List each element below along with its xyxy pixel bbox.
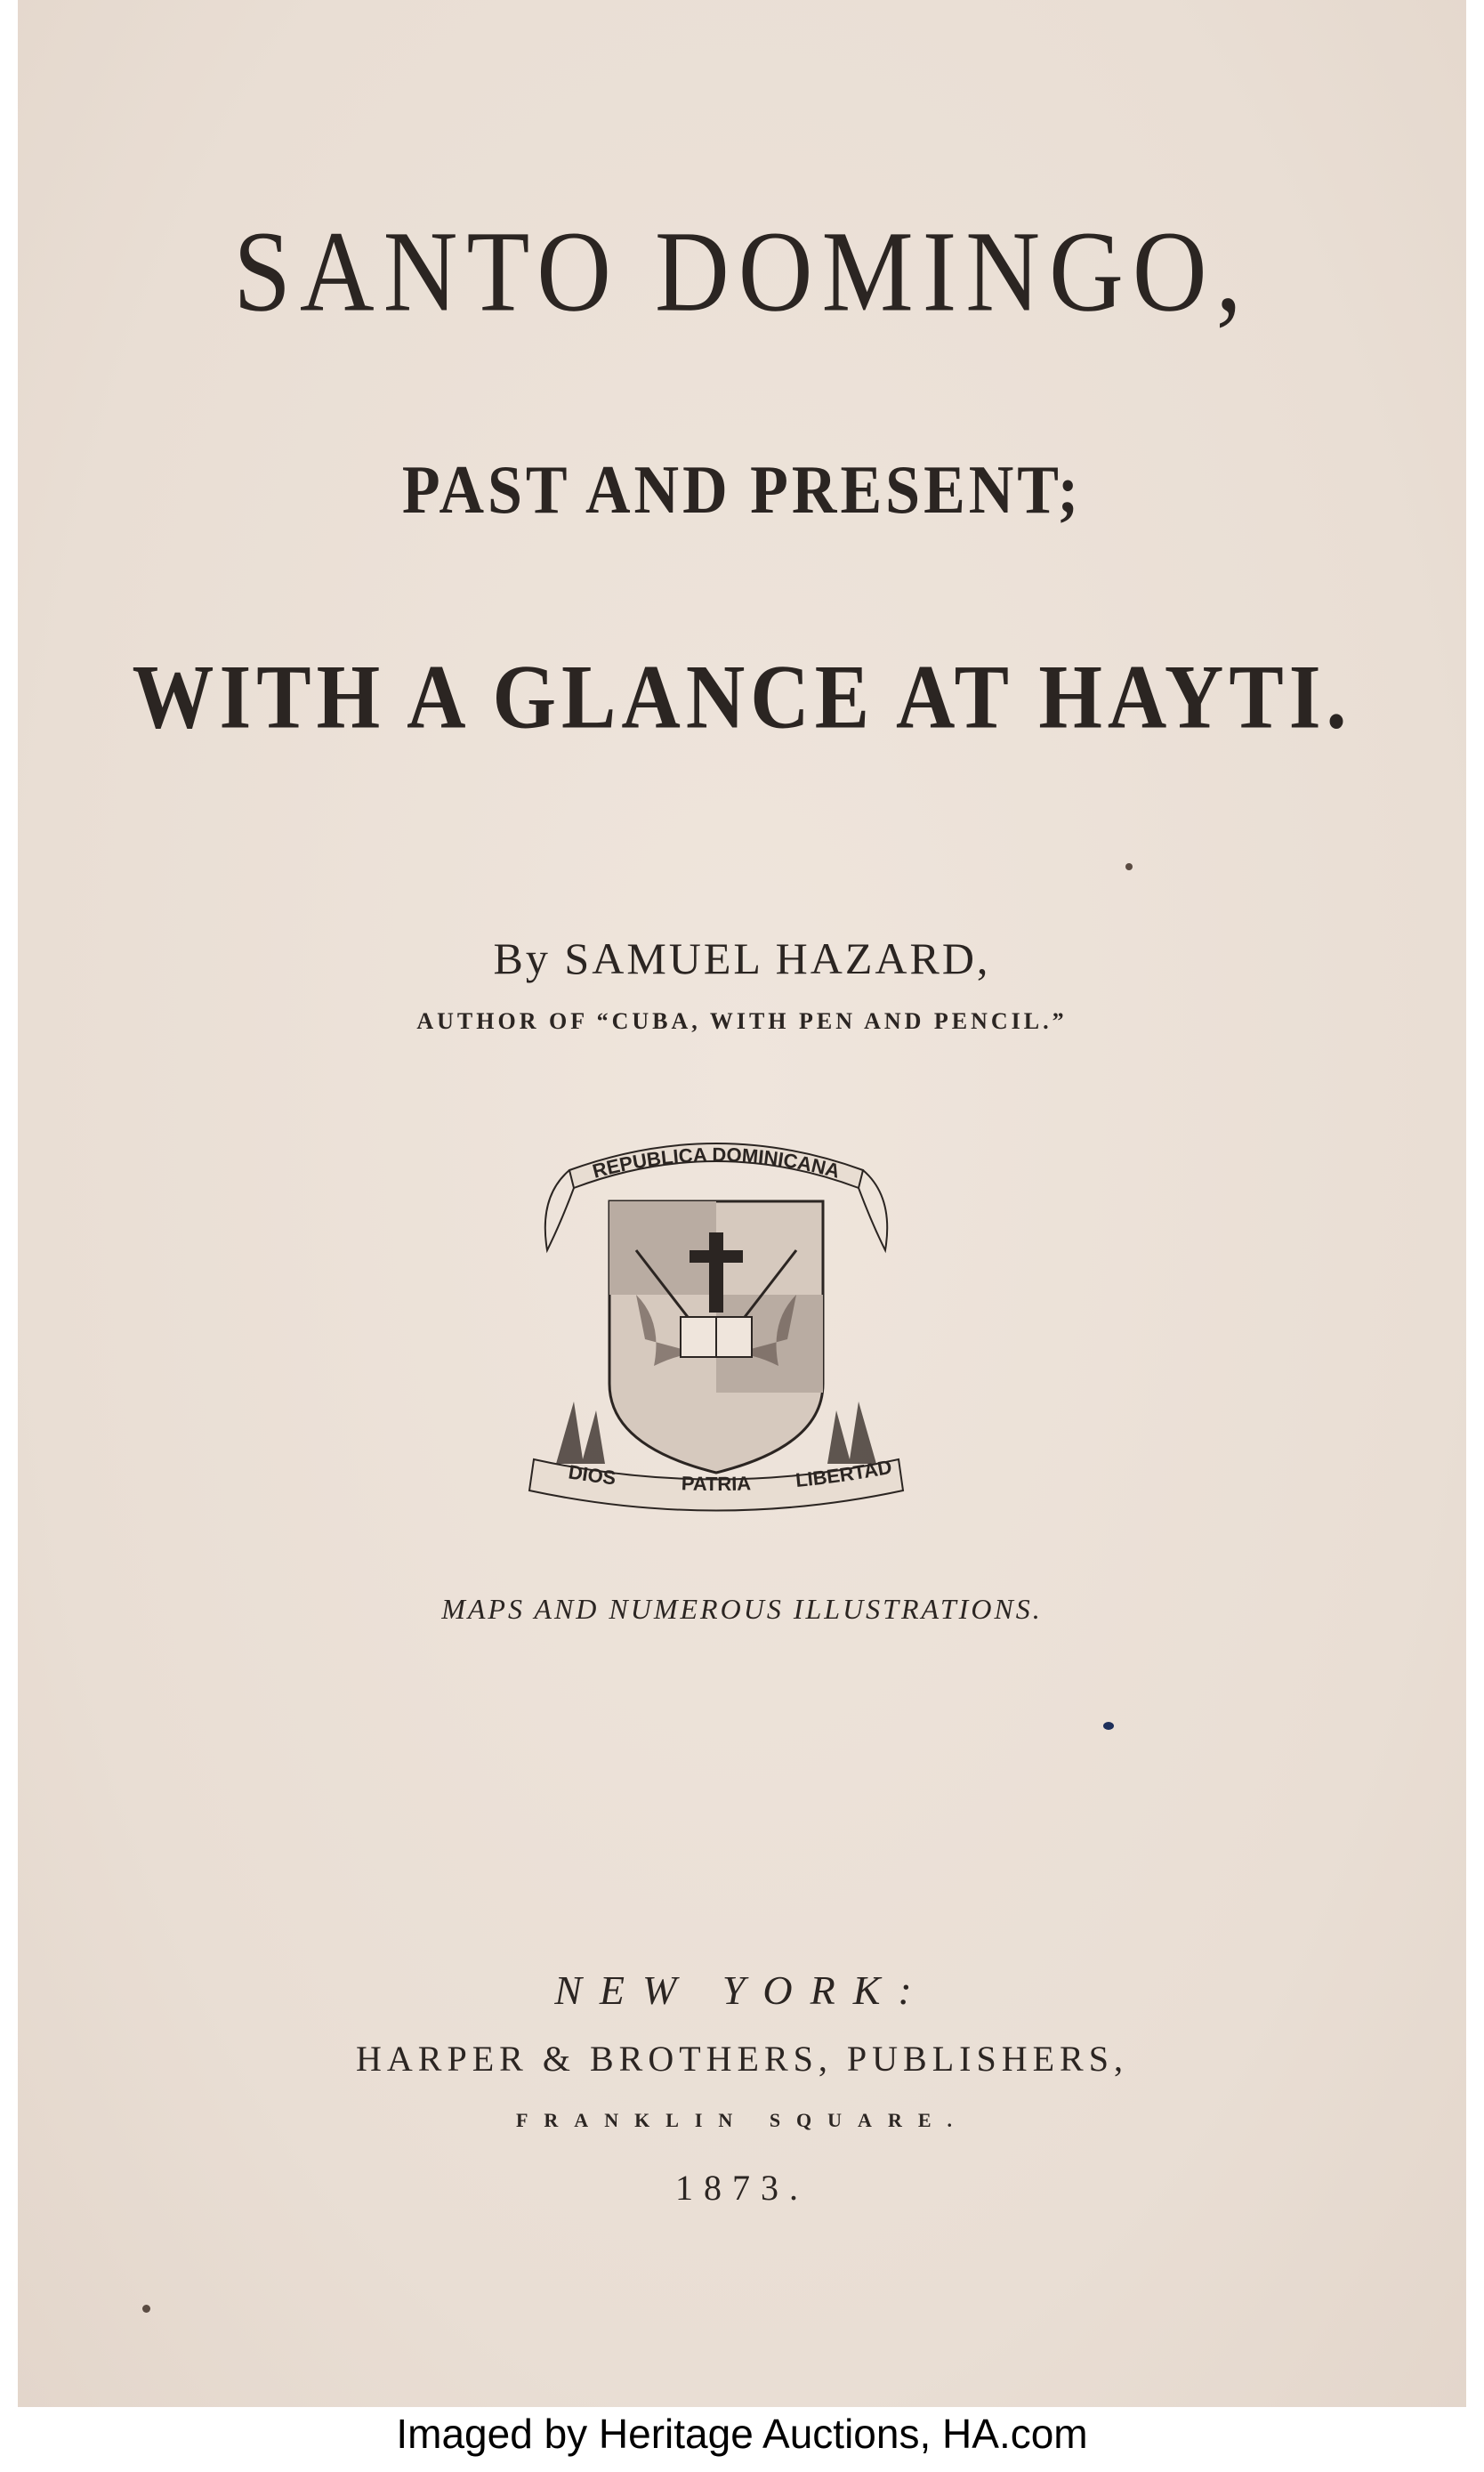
paper-speck: [1125, 863, 1133, 870]
paper-speck: [142, 2305, 150, 2313]
imprint-publisher: HARPER & BROTHERS, PUBLISHERS,: [356, 2039, 1128, 2079]
author-note: AUTHOR OF “CUBA, WITH PEN AND PENCIL.”: [416, 1008, 1068, 1034]
imprint-year: 1873.: [675, 2168, 809, 2208]
ink-speck: [1103, 1722, 1114, 1730]
seal-banner-text: REPUBLICA DOMINICANA: [590, 1143, 843, 1183]
seal-motto-center: PATRIA: [681, 1472, 752, 1496]
illustrations-note: MAPS AND NUMEROUS ILLUSTRATIONS.: [441, 1593, 1043, 1625]
imprint-address: FRANKLIN SQUARE.: [515, 2109, 969, 2131]
coat-of-arms-emblem: [520, 1117, 912, 1526]
subtitle-line-1: PAST AND PRESENT;: [401, 453, 1083, 529]
byline: By SAMUEL HAZARD,: [493, 933, 991, 983]
subtitle-line-2: WITH A GLANCE AT HAYTI.: [132, 645, 1352, 748]
imprint-city: NEW YORK:: [554, 1967, 930, 2013]
book-title: SANTO DOMINGO,: [233, 208, 1251, 336]
image-credit: Imaged by Heritage Auctions, HA.com: [396, 2411, 1088, 2457]
svg-text:PATRIA: [682, 1472, 752, 1495]
title-page: [18, 0, 1466, 2407]
seal-motto-left: DIOS: [567, 1460, 617, 1490]
seal-motto-right: LIBERTAD: [794, 1455, 894, 1491]
svg-text:REPUBLICA DOMINICANA: [590, 1143, 843, 1183]
